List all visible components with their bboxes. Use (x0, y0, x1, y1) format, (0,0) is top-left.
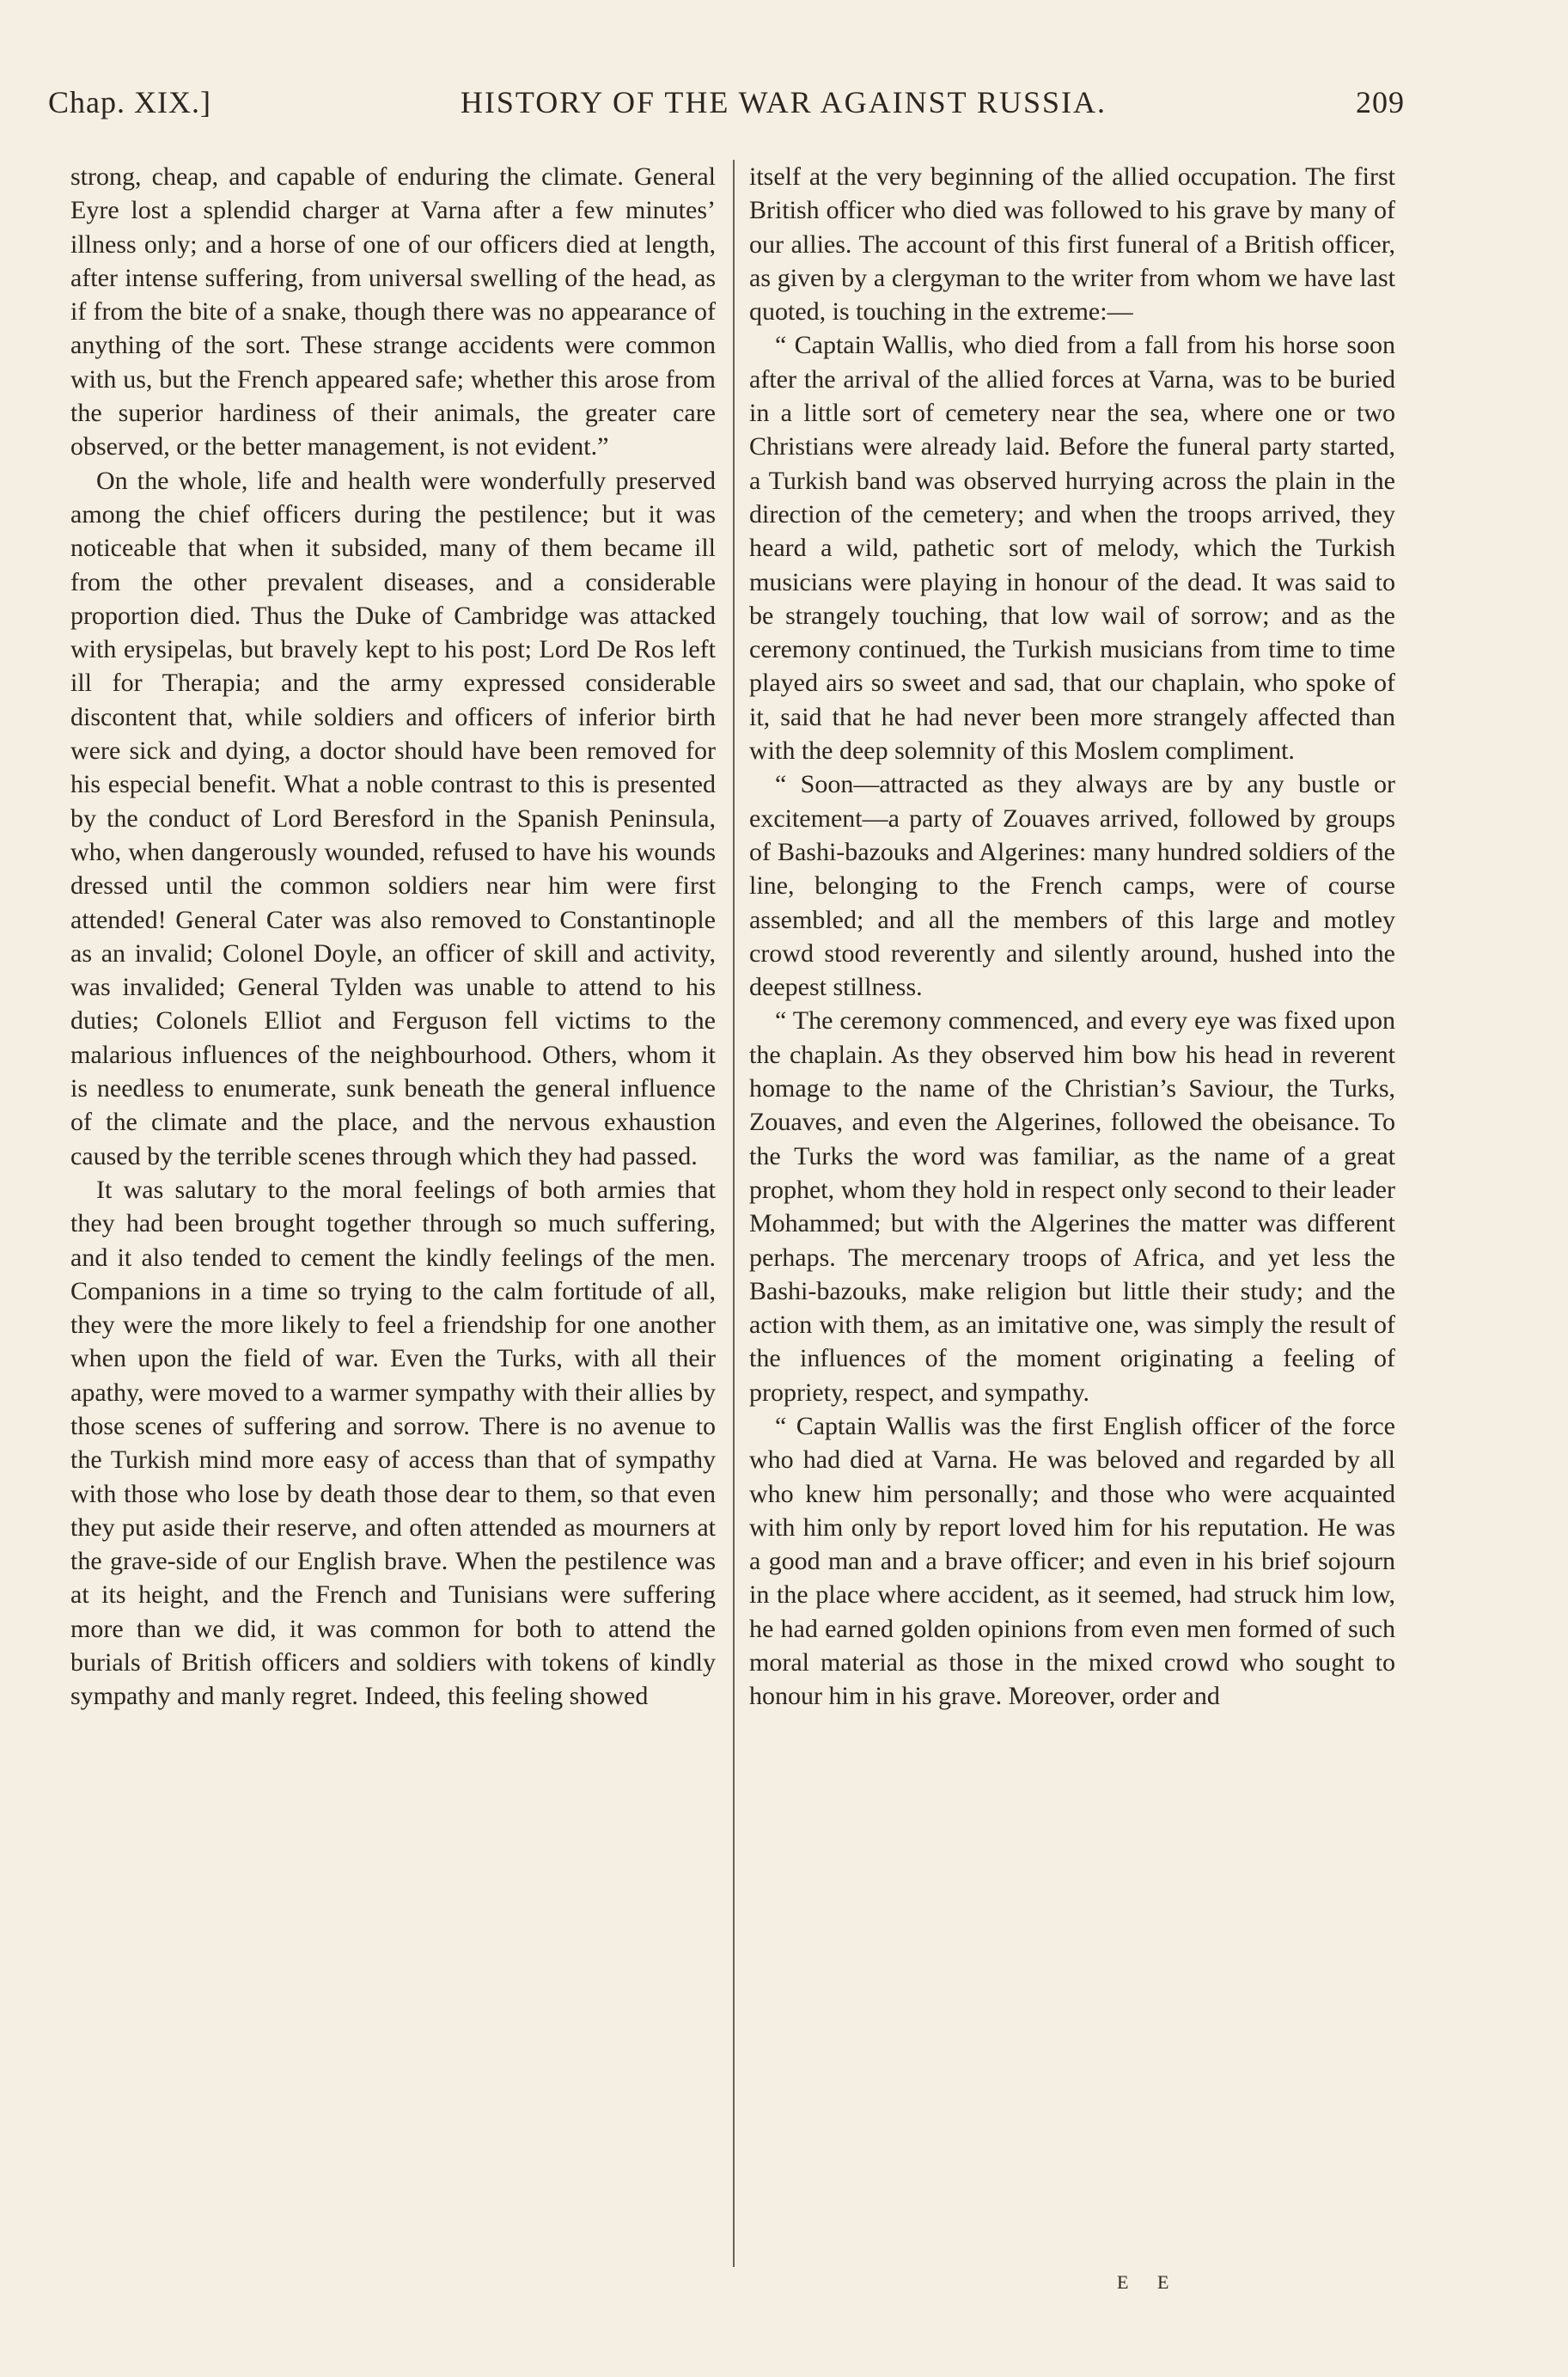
running-header (48, 84, 1405, 136)
paragraph: On the whole, life and health were wonderfully preserved among the chief officers during the pestilence; but it was noticeable that when it subsided, many of them became ill from the other prevalent diseases, and a considerable proportion died. Thus the Duke of Cambridge was attacked with erysipelas, but bravely kept to his post; Lord De Ros left ill for Therapia; and the army expressed considerable discontent that, while soldiers and officers of inferior birth were sick and dying, a doctor should have been removed for his especial benefit. What a noble contrast to this is presented by the conduct of Lord Beresford in the Spanish Peninsula, who, when dangerously wounded, refused to have his wounds dressed until the common soldiers near him were first attended! General Cater was also removed to Constantinople as an invalid; Colonel Doyle, an officer of skill and activity, was invalided; General Tylden was unable to attend to his duties; Colonels Elliot and Ferguson fell victims to the malarious influences of the neighbourhood. Others, whom it is needless to enumerate, sunk beneath the general influence of the climate and the place, and the nervous exhaustion caused by the terrible scenes through which they had passed. (70, 466, 716, 1170)
paragraph: “ Soon—attracted as they always are by any bustle or excitement—a party of Zouaves arrived, followed by groups of Bashi-bazouks and Algerines: many hundred soldiers of the line, belonging to the French camps, were of course assembled; and all the members of this large and motley crowd stood reverently and silently around, hushed into the deepest stillness. (749, 770, 1395, 1002)
page-number: 209 (1356, 85, 1405, 119)
paragraph: strong, cheap, and capable of enduring the climate. General Eyre lost a splendid charger at Varna after a few minutes’ illness only; and a horse of one of our officers died at length, after intense suffering, from universal swelling of the head, as if from the bite of a snake, though there was no appearance of anything of the sort. These strange accidents were common with us, but the French appeared safe; whether this arose from the superior hardiness of their animals, the greater care observed, or the better management, is not evident.” (70, 162, 716, 461)
paragraph: “ Captain Wallis, who died from a fall from his horse soon after the arrival of the allied forces at Varna, was to be buried in a little sort of cemetery near the sea, where one or two Christians were already laid. Before the funeral party started, a Turkish band was observed hurrying across the plain in the direction of the cemetery; and when the troops arrived, they heard a wild, pathetic sort of melody, which the Turkish musicians were playing in honour of the dead. It was said to be strangely touching, that low wail of sorrow; and as the ceremony continued, the Turkish musicians from time to time played airs so sweet and sad, that our chaplain, who spoke of it, said that he had never been more strangely affected than with the deep solemnity of this Moslem compliment. (749, 331, 1395, 766)
signature-mark: E E (1117, 2271, 1181, 2293)
paragraph: “ Captain Wallis was the first English officer of the force who had died at Varna. He was beloved and regarded by all who knew him personally; and those who were acquainted with him only by report loved him for his reputation. He was a good man and a brave officer; and even in his brief sojourn in the place where accident, as it seemed, had struck him low, he had earned golden opinions from even men formed of such moral material as those in the mixed crowd who sought to honour him in his grave. Moreover, order and (749, 1411, 1395, 1711)
right-column (749, 160, 1395, 1714)
left-column (70, 160, 716, 1714)
chapter-label: Chap. XIX.] (48, 85, 211, 119)
paragraph: “ The ceremony commenced, and every eye was fixed upon the chaplain. As they observed him bow his head in reverent homage to the name of the Christian’s Saviour, the Turks, Zouaves, and even the Algerines, followed the obeisance. To the Turks the word was familiar, as the name of a great prophet, whom they hold in respect only second to their leader Mohammed; but with the Algerines the matter was different perhaps. The mercenary troops of Africa, and yet less the Bashi-bazouks, make religion but little their study; and the action with them, as an imitative one, was simply the result of the influences of the moment originating a feeling of propriety, respect, and sympathy. (749, 1006, 1395, 1407)
running-title: HISTORY OF THE WAR AGAINST RUSSIA. (460, 85, 1107, 119)
column-divider (733, 160, 735, 2267)
paragraph: itself at the very beginning of the allied occupation. The first British officer who died was followed to his grave by many of our allies. The account of this first funeral of a British officer, as given by a clergyman to the writer from whom we have last quoted, is touching in the extreme:— (749, 162, 1395, 327)
paragraph: It was salutary to the moral feelings of both armies that they had been brought together through so much suffering, and it also tended to cement the kindly feelings of the men. Companions in a time so trying to the calm fortitude of all, they were the more likely to feel a friendship for one another when upon the field of war. Even the Turks, with all their apathy, were moved to a warmer sympathy with their allies by those scenes of suffering and sorrow. There is no avenue to the Turkish mind more easy of access than that of sympathy with those who lose by death those dear to them, so that even they put aside their reserve, and often attended as mourners at the grave-side of our English brave. When the pestilence was at its height, and the French and Tunisians were suffering more than we did, it was common for both to attend the burials of British officers and soldiers with tokens of kindly sympathy and manly regret. Indeed, this feeling showed (70, 1175, 716, 1711)
